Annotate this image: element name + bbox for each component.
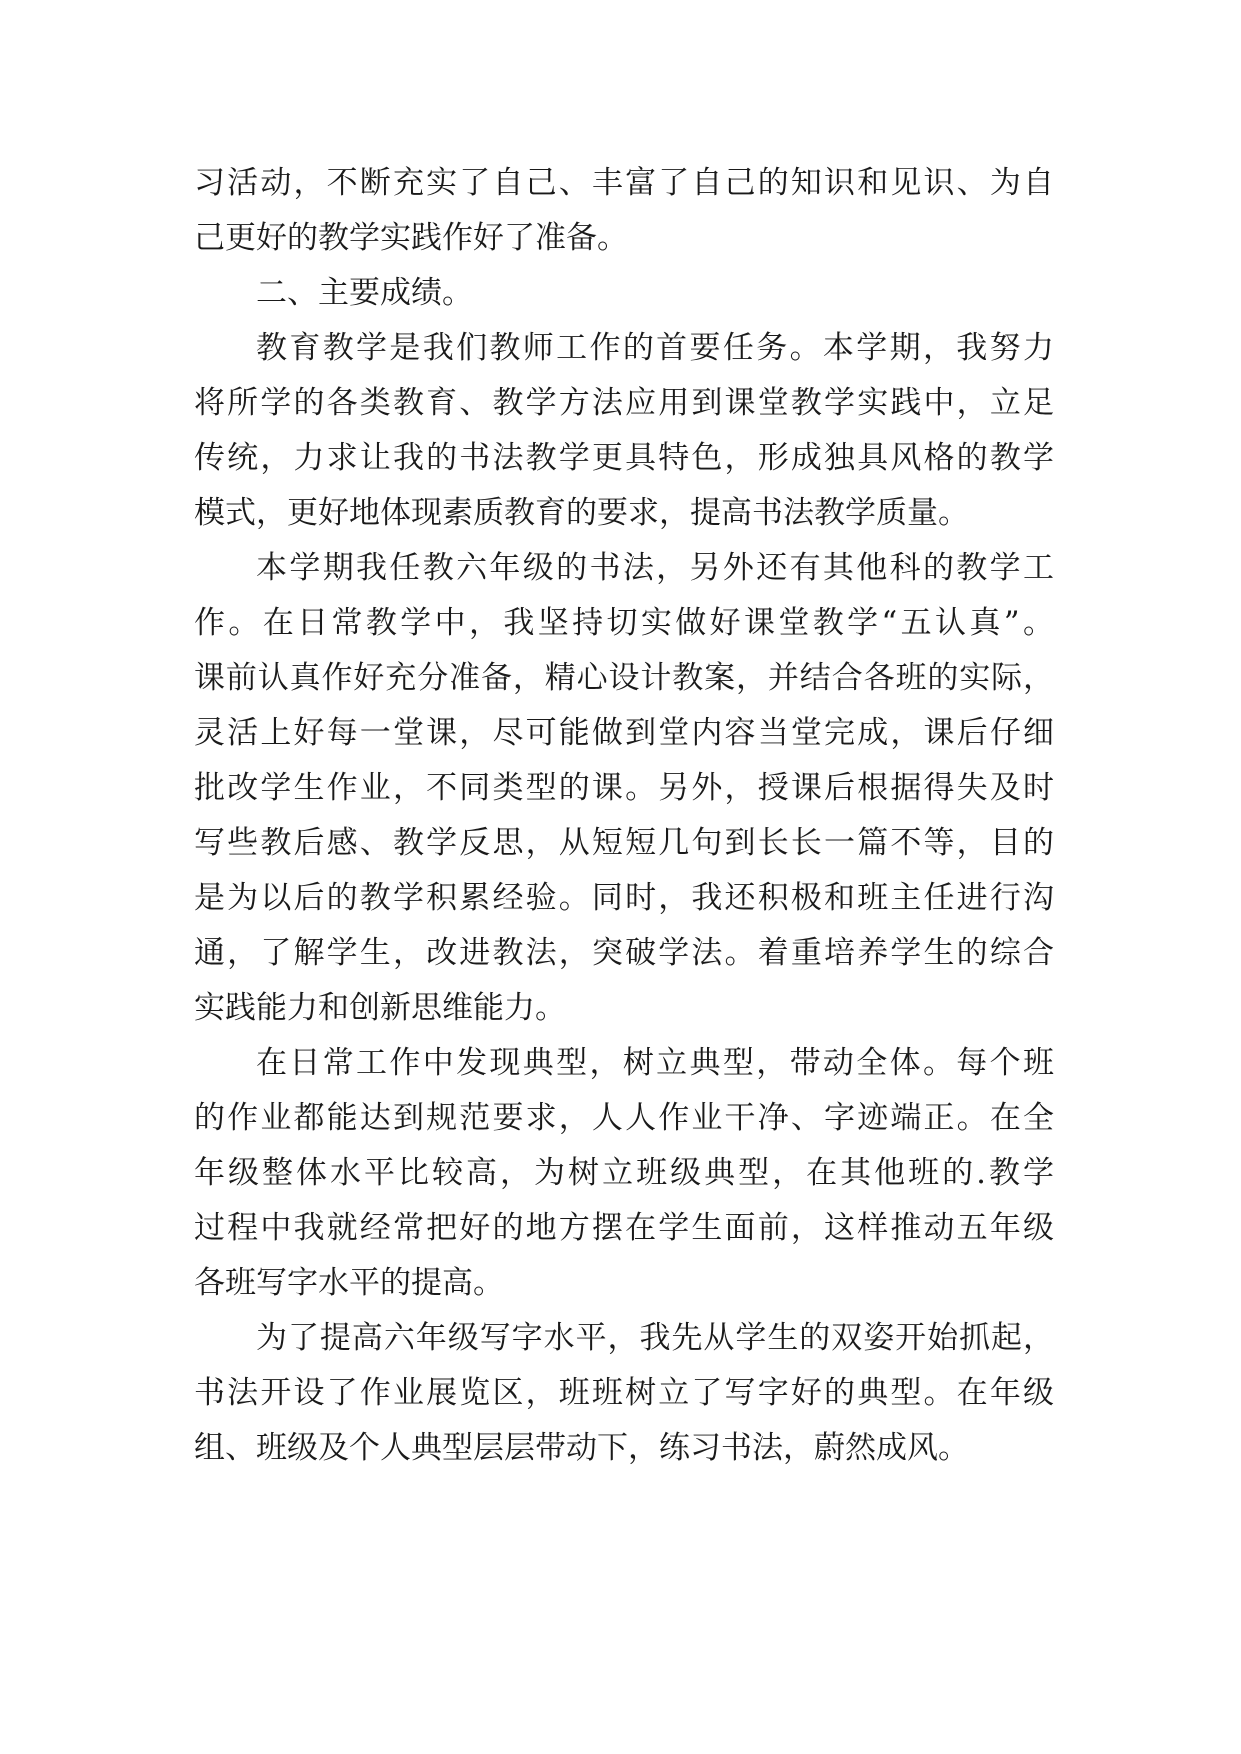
text-line: 组、班级及个人典型层层带动下，练习书法，蔚然成风。 — [194, 1430, 969, 1466]
text-line: 本学期我任教六年级的书法，另外还有其他科的教学工 — [256, 550, 1054, 586]
text-line: 教育教学是我们教师工作的首要任务。本学期，我努力 — [256, 330, 1054, 366]
text-line: 作。在日常教学中，我坚持切实做好课堂教学“五认真”。 — [194, 605, 1054, 641]
text-line: 课前认真作好充分准备，精心设计教案，并结合各班的实际， — [194, 660, 1054, 696]
text-line: 是为以后的教学积累经验。同时，我还积极和班主任进行沟 — [194, 880, 1054, 916]
text-line: 年级整体水平比较高，为树立班级典型，在其他班的.教学 — [194, 1155, 1054, 1191]
text-line: 的作业都能达到规范要求，人人作业干净、字迹端正。在全 — [194, 1100, 1054, 1136]
text-line: 灵活上好每一堂课，尽可能做到堂内容当堂完成，课后仔细 — [194, 715, 1054, 751]
text-line: 为了提高六年级写字水平，我先从学生的双姿开始抓起， — [256, 1320, 1054, 1356]
text-line: 己更好的教学实践作好了准备。 — [194, 220, 628, 256]
document-body — [194, 156, 1054, 1476]
text-line: 通，了解学生，改进教法，突破学法。着重培养学生的综合 — [194, 935, 1054, 971]
text-line: 过程中我就经常把好的地方摆在学生面前，这样推动五年级 — [194, 1210, 1054, 1246]
text-line: 各班写字水平的提高。 — [194, 1265, 504, 1301]
text-line: 书法开设了作业展览区，班班树立了写字好的典型。在年级 — [194, 1375, 1054, 1411]
text-line: 写些教后感、教学反思，从短短几句到长长一篇不等，目的 — [194, 825, 1054, 861]
text-line: 实践能力和创新思维能力。 — [194, 990, 566, 1026]
section-heading: 二、主要成绩。 — [256, 275, 473, 311]
text-line: 模式，更好地体现素质教育的要求，提高书法教学质量。 — [194, 495, 969, 531]
text-line: 将所学的各类教育、教学方法应用到课堂教学实践中，立足 — [194, 385, 1054, 421]
text-line: 批改学生作业，不同类型的课。另外，授课后根据得失及时 — [194, 770, 1054, 806]
text-line: 在日常工作中发现典型，树立典型，带动全体。每个班 — [256, 1045, 1054, 1081]
text-line: 习活动，不断充实了自己、丰富了自己的知识和见识、为自 — [194, 165, 1054, 201]
text-line: 传统，力求让我的书法教学更具特色，形成独具风格的教学 — [194, 440, 1054, 476]
